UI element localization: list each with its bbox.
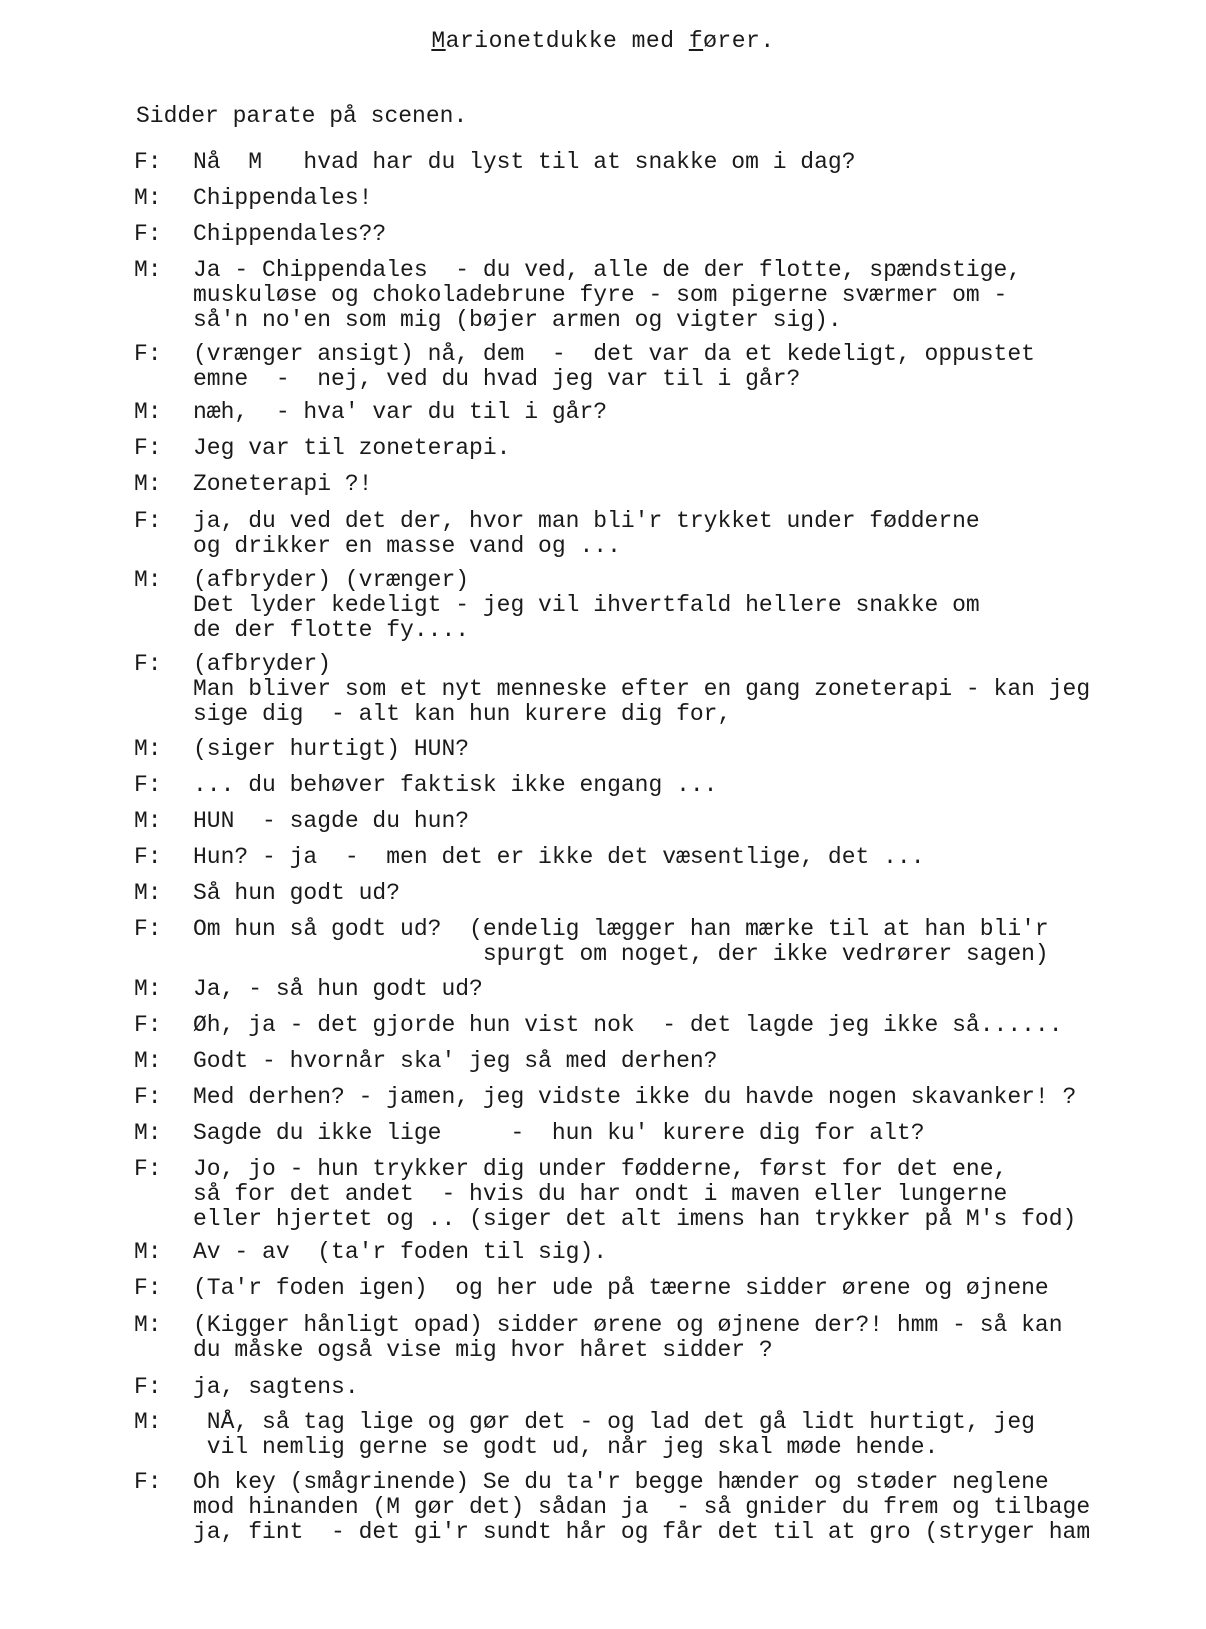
text-line: (vrænger ansigt) nå, dem - det var da et kedeligt, oppustet: [193, 341, 1035, 367]
speaker-label: F:: [134, 221, 162, 247]
speaker-label: F:: [134, 1084, 162, 1110]
dialogue-line: [0, 1049, 1206, 1074]
dialogue-text: [193, 150, 1186, 175]
text-line: så'n no'en som mig (bøjer armen og vigter sig).: [193, 307, 842, 333]
dialogue-text: [193, 1240, 1186, 1265]
speaker-label: F:: [134, 149, 162, 175]
text-line: ... du behøver faktisk ikke engang ...: [193, 772, 718, 798]
text-line: Godt - hvornår ska' jeg så med derhen?: [193, 1048, 718, 1074]
speaker-label: M:: [134, 1048, 162, 1074]
dialogue-line: [0, 258, 1206, 333]
dialogue-text: [193, 1470, 1186, 1545]
dialogue-line: [0, 1157, 1206, 1232]
text-line: sige dig - alt kan hun kurere dig for,: [193, 701, 732, 727]
text-line: vil nemlig gerne se godt ud, når jeg skal møde hende.: [193, 1434, 939, 1460]
speaker-label: M:: [134, 185, 162, 211]
text-line: (afbryder): [193, 651, 332, 677]
dialogue-line: [0, 652, 1206, 727]
dialogue-line: [0, 1276, 1206, 1301]
dialogue-text: [193, 1085, 1186, 1110]
text-line: du måske også vise mig hvor håret sidder ?: [193, 1337, 773, 1363]
text-line: Ja, - så hun godt ud?: [193, 976, 483, 1002]
dialogue-line: [0, 977, 1206, 1002]
dialogue-text: [193, 917, 1186, 967]
text-line: Chippendales??: [193, 221, 387, 247]
dialogue-line: [0, 845, 1206, 870]
dialogue-text: [193, 509, 1186, 559]
dialogue-line: [0, 222, 1206, 247]
speaker-label: F:: [134, 1374, 162, 1400]
dialogue-text: [193, 845, 1186, 870]
dialogue-text: [193, 472, 1186, 497]
speaker-label: F:: [134, 651, 162, 677]
text-line: de der flotte fy....: [193, 617, 470, 643]
text-line: Med derhen? - jamen, jeg vidste ikke du havde nogen skavanker! ?: [193, 1084, 1077, 1110]
text-line: Man bliver som et nyt menneske efter en gang zoneterapi - kan jeg: [193, 676, 1091, 702]
speaker-label: F:: [134, 1156, 162, 1182]
text-line: Zoneterapi ?!: [193, 471, 373, 497]
speaker-label: M:: [134, 808, 162, 834]
text-line: eller hjertet og .. (siger det alt imens han trykker på M's fod): [193, 1206, 1077, 1232]
dialogue-line: [0, 1470, 1206, 1545]
dialogue-line: [0, 737, 1206, 762]
dialogue-text: [193, 258, 1186, 333]
dialogue-text: [193, 436, 1186, 461]
speaker-label: M:: [134, 1239, 162, 1265]
speaker-label: F:: [134, 435, 162, 461]
text-line: Øh, ja - det gjorde hun vist nok - det lagde jeg ikke så......: [193, 1012, 1063, 1038]
text-line: muskuløse og chokoladebrune fyre - som pigerne sværmer om -: [193, 282, 1008, 308]
dialogue-line: [0, 150, 1206, 175]
dialogue-text: [193, 400, 1186, 425]
speaker-label: F:: [134, 772, 162, 798]
speaker-label: M:: [134, 567, 162, 593]
dialogue-text: [193, 977, 1186, 1002]
dialogue-line: [0, 509, 1206, 559]
text-line: så for det andet - hvis du har ondt i maven eller lungerne: [193, 1181, 1008, 1207]
speaker-label: F:: [134, 1275, 162, 1301]
speaker-label: F:: [134, 1012, 162, 1038]
text-line: næh, - hva' var du til i går?: [193, 399, 608, 425]
title-part: f: [688, 28, 704, 54]
title-part: M: [431, 28, 446, 54]
stage-direction: Sidder parate på scenen.: [136, 103, 468, 129]
dialogue-text: [193, 568, 1186, 643]
dialogue-line: [0, 472, 1206, 497]
text-line: ja, sagtens.: [193, 1374, 359, 1400]
text-line: og drikker en masse vand og ...: [193, 533, 621, 559]
dialogue-text: [193, 1013, 1186, 1038]
speaker-label: M:: [134, 976, 162, 1002]
dialogue-text: [193, 1157, 1186, 1232]
text-line: HUN - sagde du hun?: [193, 808, 470, 834]
dialogue-text: [193, 1276, 1186, 1301]
dialogue-line: [0, 1121, 1206, 1146]
dialogue-text: [193, 342, 1186, 392]
speaker-label: F:: [134, 341, 162, 367]
text-line: Chippendales!: [193, 185, 373, 211]
dialogue-line: [0, 436, 1206, 461]
speaker-label: F:: [134, 508, 162, 534]
speaker-label: M:: [134, 736, 162, 762]
text-line: Det lyder kedeligt - jeg vil ihvertfald hellere snakke om: [193, 592, 980, 618]
dialogue-line: [0, 1085, 1206, 1110]
speaker-label: M:: [134, 471, 162, 497]
dialogue-line: [0, 1410, 1206, 1460]
text-line: (siger hurtigt) HUN?: [193, 736, 470, 762]
title-part: arionetdukke med: [445, 28, 689, 54]
dialogue-line: [0, 568, 1206, 643]
dialogue-line: [0, 186, 1206, 211]
dialogue-text: [193, 737, 1186, 762]
speaker-label: F:: [134, 844, 162, 870]
text-line: emne - nej, ved du hvad jeg var til i går?: [193, 366, 801, 392]
text-line: Ja - Chippendales - du ved, alle de der flotte, spændstige,: [193, 257, 1022, 283]
text-line: ja, du ved det der, hvor man bli'r trykket under fødderne: [193, 508, 980, 534]
text-line: Så hun godt ud?: [193, 880, 401, 906]
dialogue-text: [193, 1049, 1186, 1074]
dialogue-text: [193, 222, 1186, 247]
text-line: Om hun så godt ud? (endelig lægger han mærke til at han bli'r: [193, 916, 1049, 942]
dialogue-text: [193, 1375, 1186, 1400]
dialogue-line: [0, 1013, 1206, 1038]
text-line: spurgt om noget, der ikke vedrører sagen): [193, 941, 1049, 967]
speaker-label: F:: [134, 916, 162, 942]
page-title: [0, 28, 1206, 54]
text-line: Sagde du ikke lige - hun ku' kurere dig for alt?: [193, 1120, 925, 1146]
dialogue-line: [0, 1313, 1206, 1363]
dialogue-line: [0, 1375, 1206, 1400]
dialogue-text: [193, 773, 1186, 798]
dialogue-line: [0, 917, 1206, 967]
speaker-label: M:: [134, 257, 162, 283]
text-line: mod hinanden (M gør det) sådan ja - så gnider du frem og tilbage: [193, 1494, 1091, 1520]
dialogue-line: [0, 773, 1206, 798]
speaker-label: M:: [134, 1312, 162, 1338]
text-line: ja, fint - det gi'r sundt hår og får det til at gro (stryger ham: [193, 1519, 1091, 1545]
speaker-label: M:: [134, 1409, 162, 1435]
dialogue-line: [0, 1240, 1206, 1265]
text-line: NÅ, så tag lige og gør det - og lad det gå lidt hurtigt, jeg: [193, 1409, 1035, 1435]
text-line: Nå M hvad har du lyst til at snakke om i dag?: [193, 149, 856, 175]
speaker-label: M:: [134, 1120, 162, 1146]
text-line: Oh key (smågrinende) Se du ta'r begge hænder og støder neglene: [193, 1469, 1049, 1495]
dialogue-text: [193, 1121, 1186, 1146]
dialogue-text: [193, 1313, 1186, 1363]
speaker-label: M:: [134, 880, 162, 906]
text-line: (Ta'r foden igen) og her ude på tæerne sidder ørene og øjnene: [193, 1275, 1049, 1301]
text-line: Av - av (ta'r foden til sig).: [193, 1239, 608, 1265]
title-part: ører.: [703, 28, 775, 54]
dialogue-text: [193, 652, 1186, 727]
speaker-label: F:: [134, 1469, 162, 1495]
text-line: (afbryder) (vrænger): [193, 567, 470, 593]
dialogue-line: [0, 809, 1206, 834]
dialogue-line: [0, 342, 1206, 392]
dialogue-text: [193, 1410, 1186, 1460]
dialogue-text: [193, 881, 1186, 906]
text-line: Hun? - ja - men det er ikke det væsentlige, det ...: [193, 844, 925, 870]
dialogue-text: [193, 186, 1186, 211]
text-line: (Kigger hånligt opad) sidder ørene og øjnene der?! hmm - så kan: [193, 1312, 1063, 1338]
speaker-label: M:: [134, 399, 162, 425]
text-line: Jo, jo - hun trykker dig under fødderne, først for det ene,: [193, 1156, 1008, 1182]
dialogue-text: [193, 809, 1186, 834]
text-line: Jeg var til zoneterapi.: [193, 435, 511, 461]
dialogue-line: [0, 881, 1206, 906]
dialogue-line: [0, 400, 1206, 425]
